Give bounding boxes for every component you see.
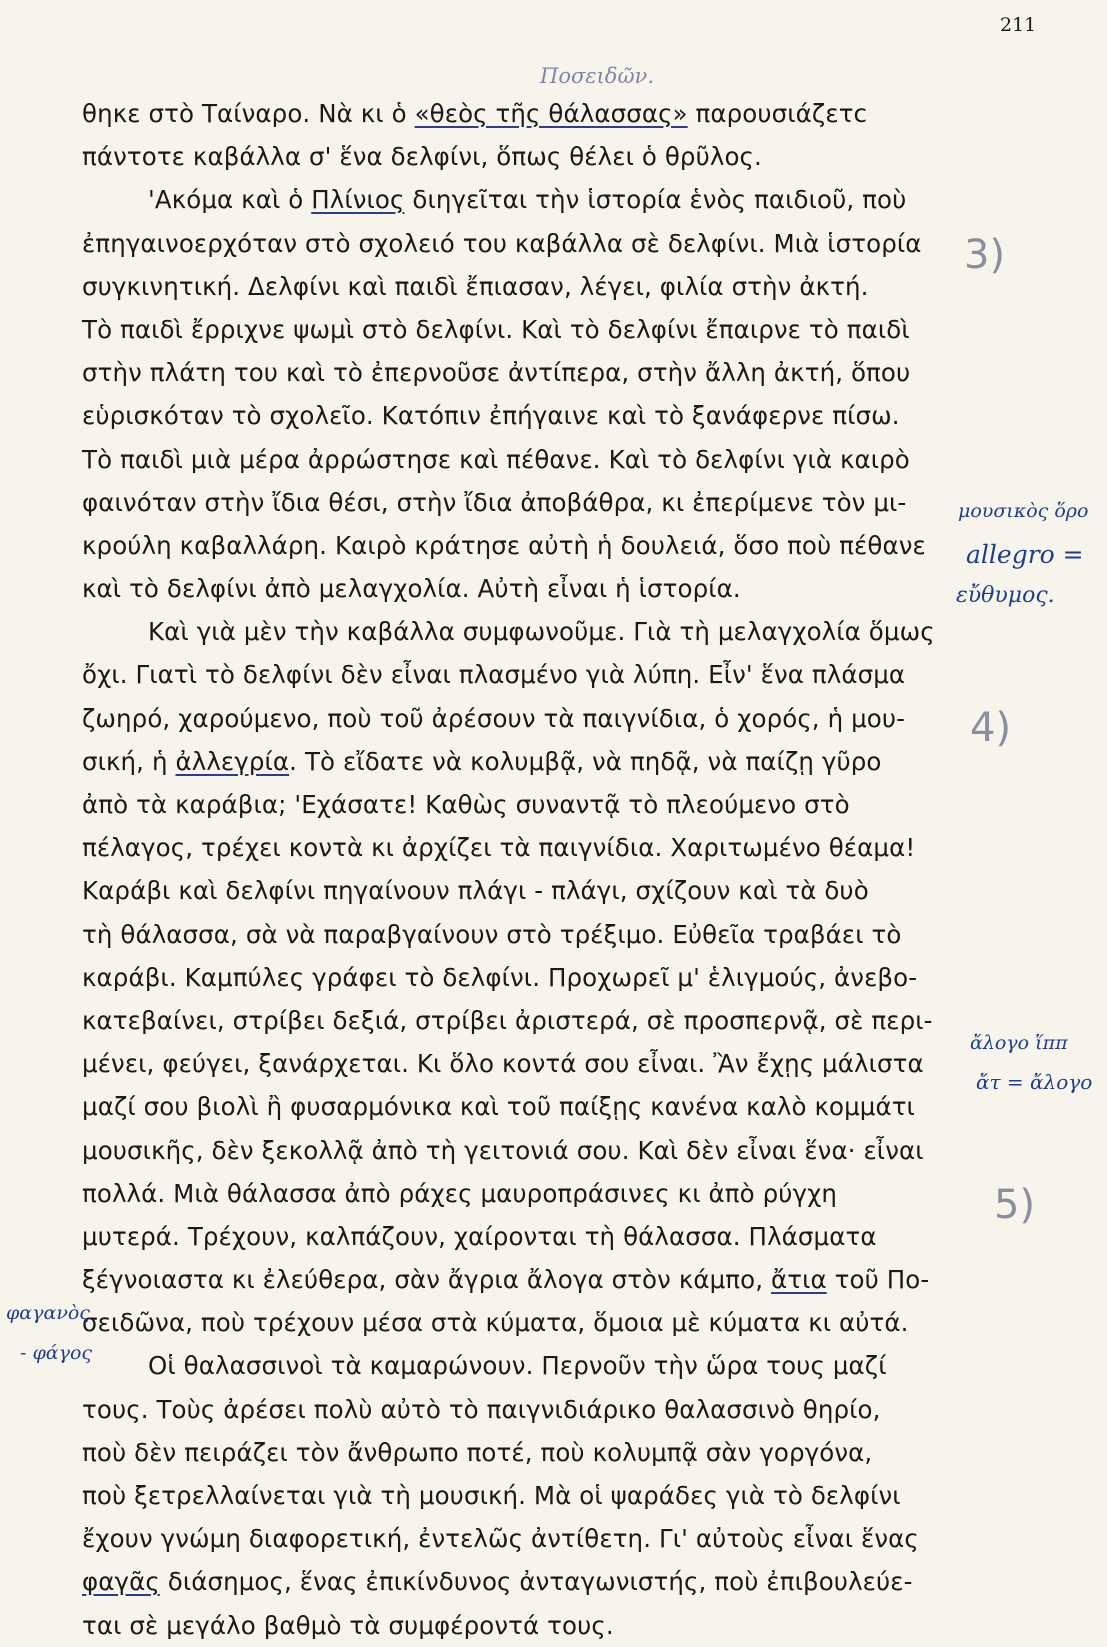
underlined-word: ἀλλεγρία — [175, 746, 290, 776]
page-number: 211 — [1000, 14, 1037, 36]
underlined-word: φαγᾶς — [82, 1567, 160, 1597]
text-line: μυτερά. Τρέχουν, καλπάζουν, χαίρονται τὴ θάλασσα. Πλάσματα — [82, 1221, 877, 1251]
underlined-word: ἄτια — [771, 1265, 827, 1295]
text-line: μουσικῆς, δὲν ξεκολλᾷ ἀπὸ τὴ γειτονιά σου. Καὶ δὲν εἶναι ἕνα· εἶναι — [82, 1135, 924, 1165]
handwritten-note-allegro: allegro = — [966, 540, 1084, 569]
text-line: τους. Τοὺς ἀρέσει πολὺ αὐτὸ τὸ παιγνιδιάρικο θαλασσινὸ θηρίο, — [82, 1394, 881, 1424]
text-line: πολλά. Μιὰ θάλασσα ἀπὸ ράχες μαυροπράσινες κι ἀπὸ ρύγχη — [82, 1178, 837, 1208]
text-line: ὄχι. Γιατὶ τὸ δελφίνι δὲν εἶναι πλασμένο γιὰ λύπη. Εἶν' ἕνα πλάσμα — [82, 660, 906, 690]
text-line: σική, ἡ ἀλλεγρία. Τὸ εἴδατε νὰ κολυμβᾷ, νὰ πηδᾷ, νὰ παίζῃ γῦρο — [82, 746, 882, 776]
text-line: Καὶ γιὰ μὲν τὴν καβάλλα συμφωνοῦμε. Γιὰ τὴ μελαγχολία ὅμως — [148, 617, 935, 647]
handwritten-note-horse: ἄλογο ἵππ — [970, 1032, 1068, 1054]
handwritten-note-cheerful: εὔθυμος. — [956, 583, 1055, 608]
text-line: συγκινητική. Δελφίνι καὶ παιδὶ ἔπιασαν, λέγει, φιλία στὴν ἀκτή. — [82, 271, 869, 301]
text-line: φαινόταν στὴν ἴδια θέσι, στὴν ἴδια ἀποβάθρα, κι ἐπερίμενε τὸν μι- — [82, 487, 907, 517]
underlined-word: «θεὸς τῆς θάλασσας» — [414, 99, 688, 128]
text-line: στὴν πλάτη του καὶ τὸ ἐπερνοῦσε ἀντίπερα, στὴν ἄλλη ἀκτή, ὅπου — [82, 358, 911, 388]
handwritten-note-at: ἄτ = ἄλογο — [976, 1070, 1093, 1094]
text-line: πάντοτε καβάλλα σ' ἕνα δελφίνι, ὅπως θέλει ὁ θρῦλος. — [82, 142, 762, 172]
text-line: ται σὲ μεγάλο βαθμὸ τὰ συμφέροντά τους. — [82, 1610, 614, 1640]
text-line: μαζί σου βιολὶ ἢ φυσαρμόνικα καὶ τοῦ παίξῃς κανένα καλὸ κομμάτι — [82, 1092, 915, 1122]
text-line: 'Ακόμα καὶ ὁ Πλίνιος διηγεῖται τὴν ἱστορία ἑνὸς παιδιοῦ, ποὺ — [148, 185, 907, 215]
handwritten-note-poseidon: Ποσειδῶν. — [540, 64, 655, 88]
text-line: τὴ θάλασσα, σὰ νὰ παραβγαίνουν στὸ τρέξιμο. Εὐθεῖα τραβάει τὸ — [82, 919, 902, 949]
text-line: ἔχουν γνώμη διαφορετική, ἐντελῶς ἀντίθετη. Γι' αὐτοὺς εἶναι ἕνας — [82, 1524, 919, 1554]
text-line: εὑρισκόταν τὸ σχολεῖο. Κατόπιν ἐπήγαινε καὶ τὸ ξανάφερνε πίσω. — [82, 401, 900, 431]
text-line: Καράβι καὶ δελφίνι πηγαίνουν πλάγι - πλάγι, σχίζουν καὶ τὰ δυὸ — [82, 876, 869, 906]
body-text — [82, 92, 962, 1647]
underlined-word: Πλίνιος — [311, 185, 405, 215]
text-line: ζωηρό, χαρούμενο, ποὺ τοῦ ἀρέσουν τὰ παιγνίδια, ὁ χορός, ἡ μου- — [82, 703, 906, 733]
margin-mark-4: 4) — [970, 705, 1012, 751]
handwritten-note-glutton: φαγανὸς — [6, 1302, 90, 1324]
text-line: σειδῶνα, ποὺ τρέχουν μέσα στὰ κύματα, ὅμοια μὲ κύματα κι αὐτά. — [82, 1308, 909, 1338]
text-line: ξέγνοιαστα κι ἐλεύθερα, σὰν ἄγρια ἄλογα στὸν κάμπο, ἄτια τοῦ Πο- — [82, 1265, 930, 1295]
margin-mark-3: 3) — [964, 232, 1006, 278]
text-line: ἀπὸ τὰ καράβια; 'Εχάσατε! Καθὼς συναντᾷ τὸ πλεούμενο στὸ — [82, 790, 850, 819]
handwritten-note-musical-term: μουσικὸς ὅρο — [958, 500, 1089, 522]
text-line: πέλαγος, τρέχει κοντὰ κι ἀρχίζει τὰ παιγνίδια. Χαριτωμένο θέαμα! — [82, 833, 916, 863]
margin-mark-5: 5) — [994, 1182, 1036, 1228]
text-line: Τὸ παιδὶ μιὰ μέρα ἀρρώστησε καὶ πέθανε. Καὶ τὸ δελφίνι γιὰ καιρὸ — [82, 444, 910, 474]
text-line: καὶ τὸ δελφίνι ἀπὸ μελαγχολία. Αὐτὴ εἶναι ἡ ἱστορία. — [82, 574, 741, 604]
text-line: ποὺ ξετρελλαίνεται γιὰ τὴ μουσική. Μὰ οἱ ψαράδες γιὰ τὸ δελφίνι — [82, 1481, 901, 1510]
text-line: κρούλη καβαλλάρη. Καιρὸ κράτησε αὐτὴ ἡ δουλειά, ὅσο ποὺ πέθανε — [82, 530, 926, 560]
text-line: ἐπηγαινοερχόταν στὸ σχολειό του καβάλλα σὲ δελφίνι. Μιὰ ἱστορία — [82, 228, 922, 258]
text-line: μένει, φεύγει, ξανάρχεται. Κι ὅλο κοντά σου εἶναι. Ἂν ἔχῃς μάλιστα — [82, 1049, 924, 1079]
text-line: καράβι. Καμπύλες γράφει τὸ δελφίνι. Προχωρεῖ μ' ἑλιγμούς, ἀνεβο- — [82, 962, 918, 992]
text-line: Οἱ θαλασσινοὶ τὰ καμαρώνουν. Περνοῦν τὴν ὥρα τους μαζί — [148, 1351, 887, 1381]
text-line: φαγᾶς διάσημος, ἕνας ἐπικίνδυνος ἀνταγωνιστής, ποὺ ἐπιβουλεύε- — [82, 1567, 913, 1597]
text-line: Τὸ παιδὶ ἔρριχνε ψωμὶ στὸ δελφίνι. Καὶ τὸ δελφίνι ἔπαιρνε τὸ παιδὶ — [82, 314, 910, 344]
handwritten-note-eater: - φάγος — [20, 1342, 93, 1364]
text-line: ποὺ δὲν πειράζει τὸν ἄνθρωπο ποτέ, ποὺ κολυμπᾷ σὰν γοργόνα, — [82, 1437, 873, 1467]
text-line: θηκε στὸ Ταίναρο. Νὰ κι ὁ «θεὸς τῆς θάλασσας» παρουσιάζετc — [82, 99, 868, 128]
text-line: κατεβαίνει, στρίβει δεξιά, στρίβει ἀριστερά, σὲ προσπερνᾷ, σὲ περι- — [82, 1005, 933, 1035]
